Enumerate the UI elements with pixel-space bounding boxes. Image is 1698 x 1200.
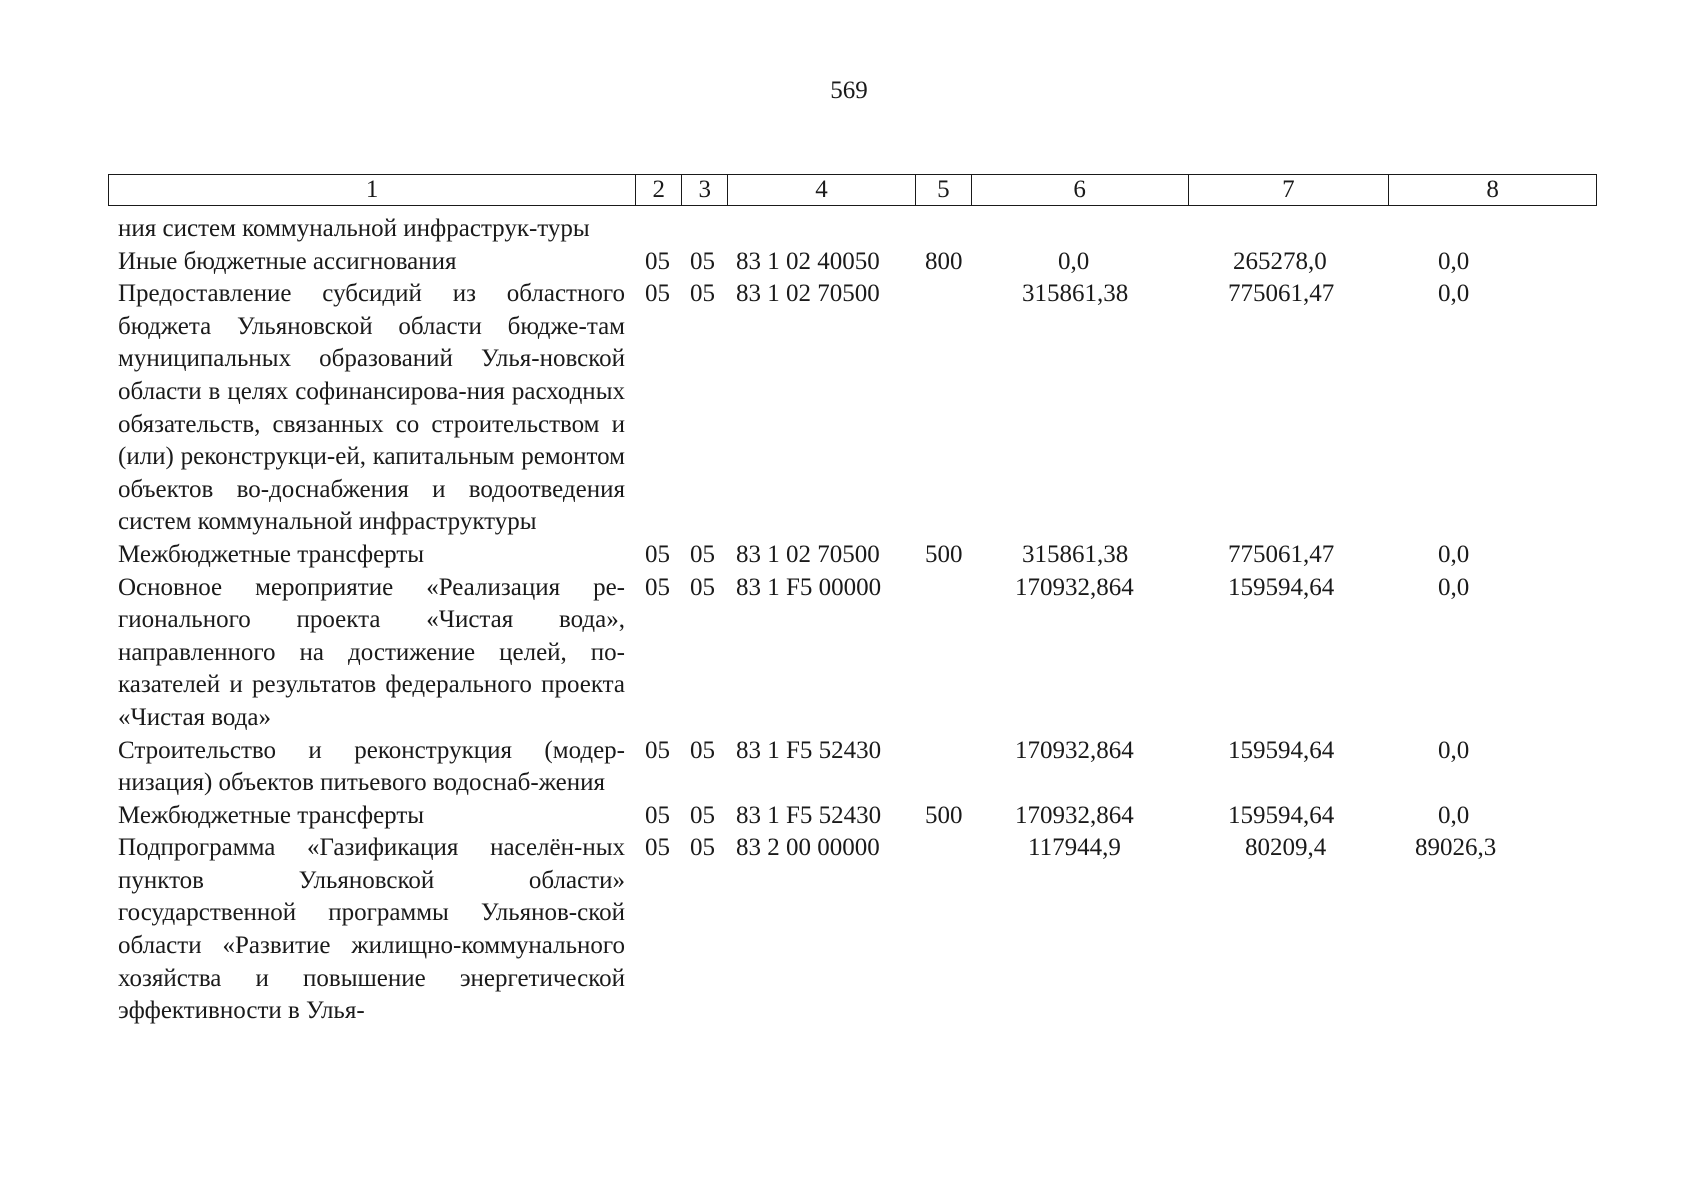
header-col-1: 1 [109,175,636,205]
row-target-code: 83 2 00 00000 [736,834,880,862]
row-target-code: 83 1 F5 00000 [736,573,882,601]
row-section: 05 [645,573,670,601]
row-subsection: 05 [690,280,715,308]
row-description: ния систем коммунальной инфраструк-туры [118,215,590,242]
row-subsection: 05 [690,247,715,275]
row-target-code: 83 1 F5 52430 [736,801,882,829]
row-amount-7: 159594,64 [1228,736,1335,764]
row-amount-6: 315861,38 [1022,540,1129,568]
row-amount-7: 159594,64 [1228,573,1335,601]
table-body [0,213,1698,1028]
row-subsection: 05 [690,540,715,568]
header-col-7: 7 [1189,175,1390,205]
row-section: 05 [645,540,670,568]
table-header-row [108,174,1597,206]
row-target-code: 83 1 02 70500 [736,540,880,568]
row-section: 05 [645,280,670,308]
row-description: Основное мероприятие «Реализация ре-гионального проекта «Чистая вода», направленного на достижение целей, по-казателей и результатов федерального проекта «Чистая вода» [118,573,625,731]
row-amount-7: 159594,64 [1228,801,1335,829]
row-description: Предоставление субсидий из областного бюджета Ульяновской области бюдже-там муниципальных образований Улья-новской области в целях софинансирова-ния расходных обязательств, связанных со строительством и (или) реконструкци-ей, капитальным ремонтом объектов во-доснабжения и водоотведения систем коммунальной инфраструктуры [118,280,625,536]
header-col-5: 5 [916,175,972,205]
row-target-code: 83 1 02 40050 [736,247,880,275]
row-amount-8: 0,0 [1438,801,1470,829]
row-amount-8: 0,0 [1438,540,1470,568]
table-row [0,800,1698,833]
table-row [0,832,1698,1028]
header-col-3: 3 [682,175,728,205]
row-expense-type: 500 [925,801,963,829]
table-row [0,735,1698,800]
row-description: Подпрограмма «Газификация населён-ных пунктов Ульяновской области» государственной программы Ульянов-ской области «Развитие жилищно-коммунального хозяйства и повышение энергетической эффективности в Улья- [118,834,625,1025]
row-amount-6: 0,0 [1058,247,1090,275]
header-col-6: 6 [972,175,1189,205]
row-amount-6: 170932,864 [1015,801,1134,829]
row-subsection: 05 [690,801,715,829]
row-amount-6: 170932,864 [1015,736,1134,764]
table-row [0,213,1698,246]
row-description: Межбюджетные трансферты [118,540,425,568]
row-amount-8: 0,0 [1438,736,1470,764]
page-number: 569 [830,77,868,104]
row-amount-8: 0,0 [1438,280,1470,308]
row-subsection: 05 [690,834,715,862]
row-amount-6: 117944,9 [1028,834,1121,862]
row-section: 05 [645,736,670,764]
row-amount-7: 775061,47 [1228,540,1335,568]
row-description: Межбюджетные трансферты [118,801,425,829]
row-description: Строительство и реконструкция (модер-низация) объектов питьевого водоснаб-жения [118,736,625,797]
row-amount-7: 80209,4 [1245,834,1327,862]
row-amount-7: 265278,0 [1233,247,1327,275]
row-target-code: 83 1 F5 52430 [736,736,882,764]
row-section: 05 [645,801,670,829]
row-target-code: 83 1 02 70500 [736,280,880,308]
row-expense-type: 800 [925,247,963,275]
row-subsection: 05 [690,736,715,764]
row-amount-7: 775061,47 [1228,280,1335,308]
row-description: Иные бюджетные ассигнования [118,247,457,275]
row-expense-type: 500 [925,540,963,568]
row-amount-6: 170932,864 [1015,573,1134,601]
header-col-8: 8 [1486,176,1499,203]
row-amount-8: 0,0 [1438,573,1470,601]
row-section: 05 [645,834,670,862]
row-amount-8: 0,0 [1438,247,1470,275]
table-row [0,539,1698,572]
row-amount-8: 89026,3 [1415,834,1497,862]
table-row [0,246,1698,279]
row-subsection: 05 [690,573,715,601]
table-row [0,278,1698,539]
header-col-2: 2 [636,175,682,205]
row-section: 05 [645,247,670,275]
table-row [0,572,1698,735]
header-col-4: 4 [728,175,916,205]
row-amount-6: 315861,38 [1022,280,1129,308]
